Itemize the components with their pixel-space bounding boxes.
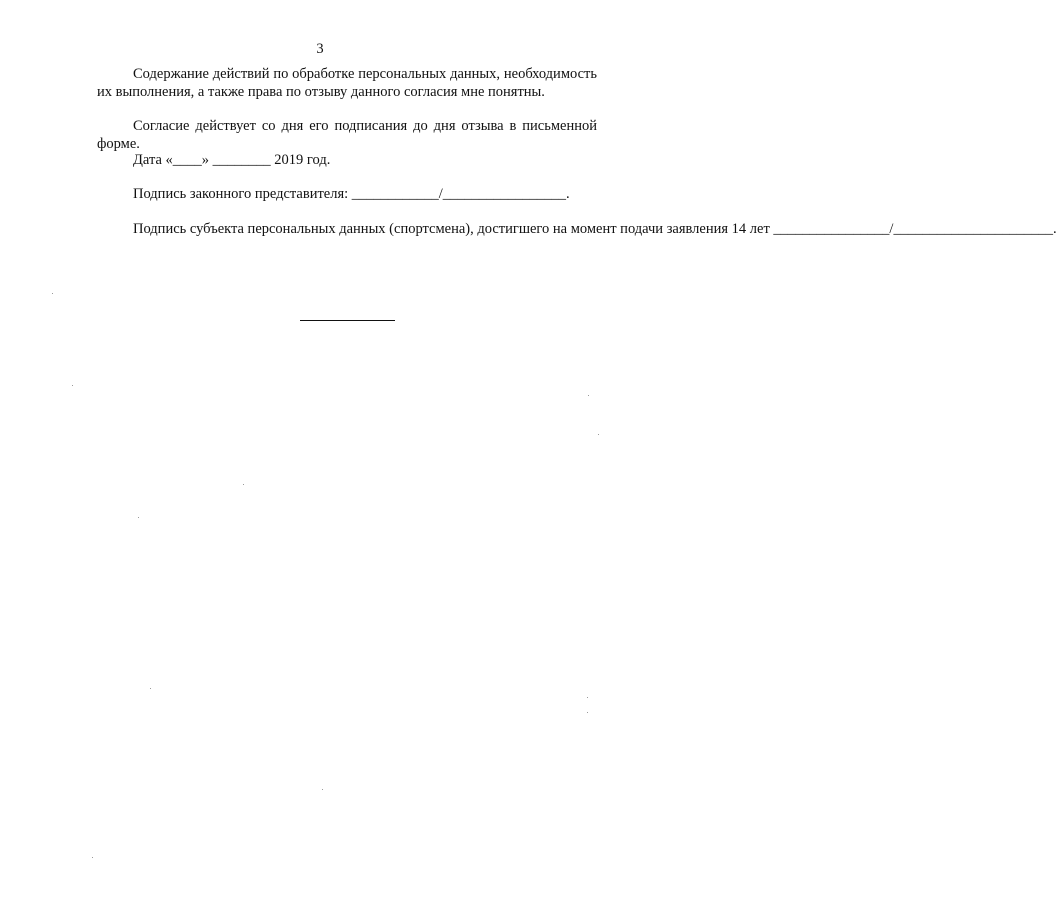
scan-speck <box>587 712 588 713</box>
scan-speck <box>138 517 139 518</box>
scan-speck <box>322 789 323 790</box>
consent-understanding-paragraph: Содержание действий по обработке персональных данных, необходимость их выполнения, а также права по отзыву данного согласия мне понятны. <box>97 66 597 100</box>
page-number: 3 <box>316 41 324 57</box>
scan-speck <box>52 293 53 294</box>
scan-speck <box>243 484 244 485</box>
representative-signature-line: Подпись законного представителя: ____________/_________________. <box>133 186 570 202</box>
scan-speck <box>588 395 589 396</box>
subject-signature-paragraph: Подпись субъекта персональных данных (спортсмена), достигшего на момент подачи заявления 14 лет ________________/______________________. <box>133 221 1057 237</box>
scan-speck <box>92 857 93 858</box>
consent-validity-paragraph: Согласие действует со дня его подписания до дня отзыва в письменной форме. <box>97 118 597 152</box>
scan-speck <box>72 385 73 386</box>
end-separator-line <box>300 320 395 321</box>
scan-speck <box>587 697 588 698</box>
date-line: Дата «____» ________ 2019 год. <box>133 152 331 168</box>
scan-speck <box>150 688 151 689</box>
scan-speck <box>598 434 599 435</box>
